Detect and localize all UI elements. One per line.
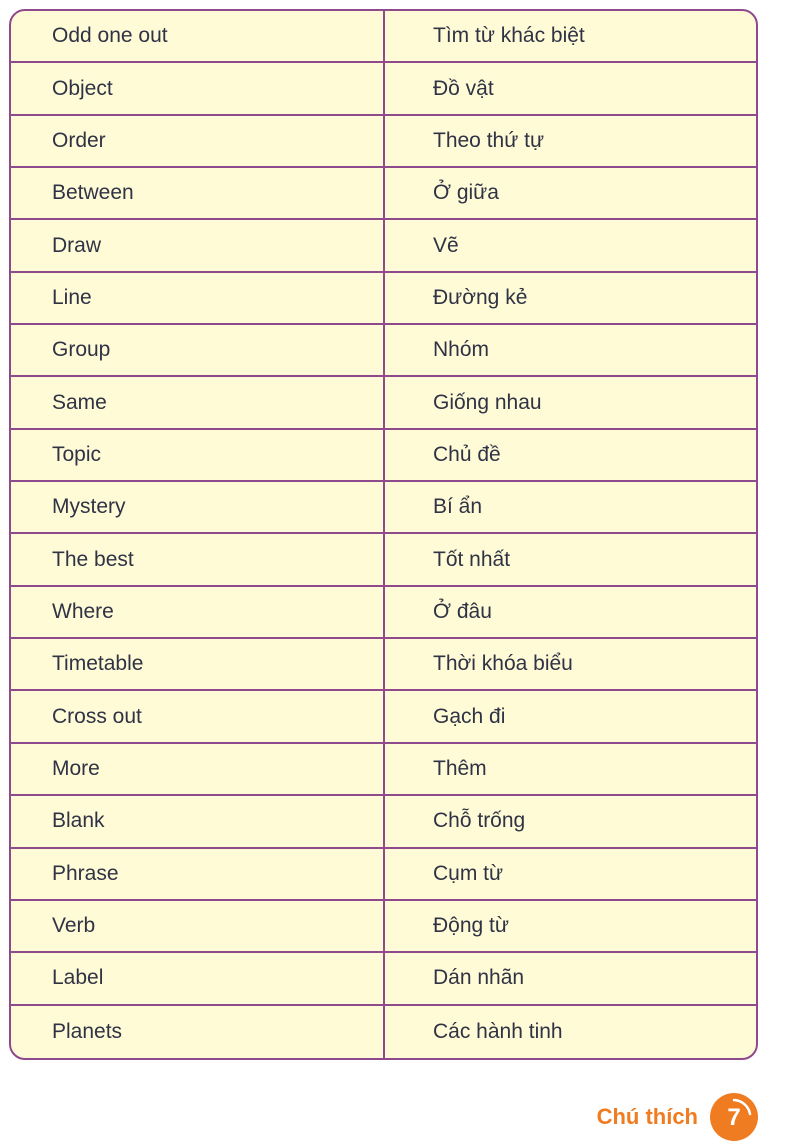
english-term: Between xyxy=(11,168,385,218)
vietnamese-translation: Các hành tinh xyxy=(433,1019,563,1043)
english-term: Verb xyxy=(11,901,385,951)
table-row xyxy=(11,273,756,325)
vietnamese-translation: Chủ đề xyxy=(433,442,501,466)
table-row xyxy=(11,220,756,272)
table-row xyxy=(11,691,756,743)
table-row xyxy=(11,744,756,796)
table-row xyxy=(11,953,756,1005)
english-term: Draw xyxy=(11,220,385,270)
vocabulary-table-body xyxy=(11,11,756,1058)
english-term: Cross out xyxy=(11,691,385,741)
vietnamese-translation: Thời khóa biểu xyxy=(433,652,573,676)
page-footer xyxy=(597,1093,758,1141)
english-term: Planets xyxy=(11,1006,385,1058)
table-row xyxy=(11,482,756,534)
english-term: Topic xyxy=(11,430,385,480)
table-row xyxy=(11,325,756,377)
vietnamese-translation: Cụm từ xyxy=(433,861,504,885)
english-term: Group xyxy=(11,325,385,375)
vietnamese-translation: Ở đâu xyxy=(433,599,492,623)
table-row xyxy=(11,11,756,63)
vietnamese-translation: Chỗ trống xyxy=(433,809,526,833)
vietnamese-translation: Giống nhau xyxy=(433,390,542,414)
page-number-badge xyxy=(710,1093,758,1141)
english-term: Order xyxy=(11,116,385,166)
vietnamese-translation: Dán nhãn xyxy=(433,966,525,990)
english-term: Odd one out xyxy=(11,11,385,61)
table-row xyxy=(11,639,756,691)
table-row xyxy=(11,1006,756,1058)
footer-label: Chú thích xyxy=(596,1104,698,1129)
english-term: Line xyxy=(11,273,385,323)
table-row xyxy=(11,116,756,168)
vocabulary-table xyxy=(9,9,758,1060)
english-term: Blank xyxy=(11,796,385,846)
vietnamese-translation: Động từ xyxy=(433,914,509,938)
english-term: Where xyxy=(11,587,385,637)
badge-arc-icon xyxy=(710,1093,758,1141)
english-term: More xyxy=(11,744,385,794)
vietnamese-translation: Bí ẩn xyxy=(433,495,483,519)
english-term: Timetable xyxy=(11,639,385,689)
table-row xyxy=(11,63,756,115)
english-term: Object xyxy=(11,63,385,113)
vietnamese-translation: Đồ vật xyxy=(433,76,494,100)
english-term: Mystery xyxy=(11,482,385,532)
english-term: The best xyxy=(11,534,385,584)
vietnamese-translation: Nhóm xyxy=(433,338,490,362)
table-row xyxy=(11,534,756,586)
table-row xyxy=(11,430,756,482)
vietnamese-translation: Tìm từ khác biệt xyxy=(433,24,585,48)
english-term: Phrase xyxy=(11,849,385,899)
table-row xyxy=(11,849,756,901)
table-row xyxy=(11,796,756,848)
vietnamese-translation: Đường kẻ xyxy=(433,285,528,309)
table-row xyxy=(11,168,756,220)
table-row xyxy=(11,901,756,953)
table-row xyxy=(11,587,756,639)
english-term: Same xyxy=(11,377,385,427)
vietnamese-translation: Vẽ xyxy=(433,233,459,257)
vietnamese-translation: Thêm xyxy=(433,756,487,780)
table-row xyxy=(11,377,756,429)
vietnamese-translation: Tốt nhất xyxy=(433,547,511,571)
english-term: Label xyxy=(11,953,385,1003)
vietnamese-translation: Gạch đi xyxy=(433,704,506,728)
vietnamese-translation: Theo thứ tự xyxy=(433,128,544,152)
page-number: 7 xyxy=(727,1104,741,1131)
vietnamese-translation: Ở giữa xyxy=(433,181,499,205)
